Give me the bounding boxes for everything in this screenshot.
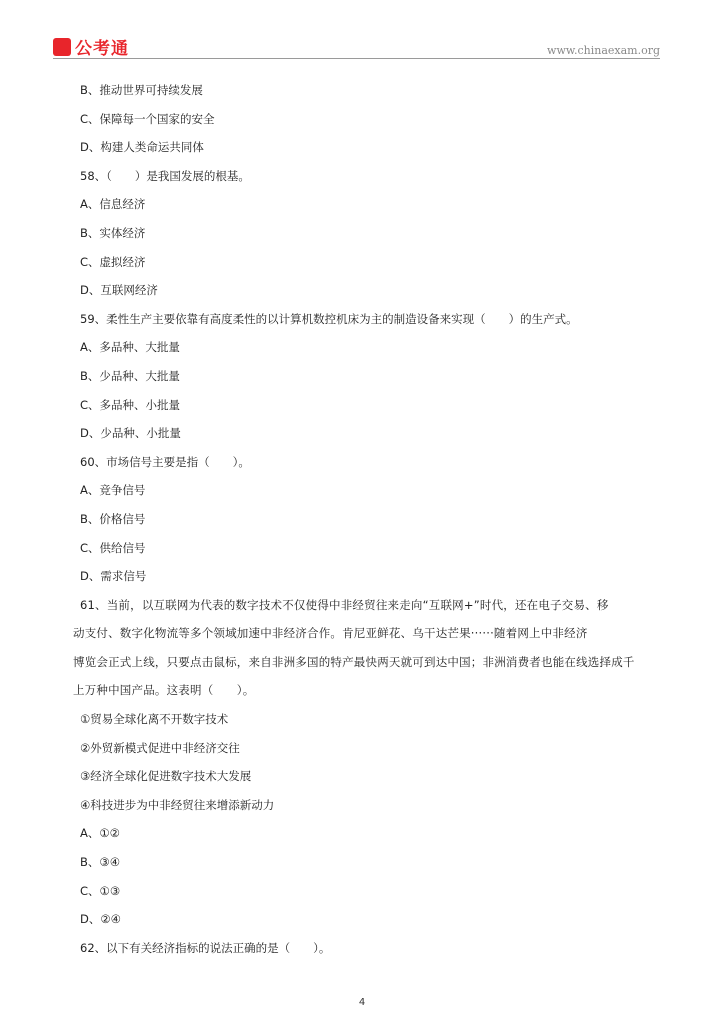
logo-text: 公考通 bbox=[75, 39, 129, 59]
option-line: A、信息经济 bbox=[80, 197, 146, 212]
question-61-line: 61、当前，以互联网为代表的数字技术不仅使得中非经贸往来走向“互联网+”时代，还在电子交易、移 bbox=[80, 597, 609, 612]
option-line: C、多品种、小批量 bbox=[80, 397, 181, 412]
statement-line: ①贸易全球化离不开数字技术 bbox=[80, 712, 229, 727]
option-line: D、少品种、小批量 bbox=[80, 426, 181, 441]
option-line: D、构建人类命运共同体 bbox=[80, 140, 204, 155]
page-header bbox=[0, 0, 724, 60]
question-61-line: 博览会正式上线，只要点击鼠标，来自非洲多国的特产最快两天就可到达中国；非洲消费者也能在线选择成千 bbox=[73, 654, 635, 669]
statement-line: ②外贸新模式促进中非经济交往 bbox=[80, 740, 240, 755]
header-rule bbox=[53, 58, 660, 59]
option-line: D、②④ bbox=[80, 912, 121, 927]
option-line: C、供给信号 bbox=[80, 540, 146, 555]
question-62: 62、以下有关经济指标的说法正确的是（ ）。 bbox=[80, 940, 331, 955]
option-line: B、推动世界可持续发展 bbox=[80, 83, 203, 97]
question-61-line: 上万种中国产品。这表明（ ）。 bbox=[73, 683, 255, 698]
question-61 bbox=[73, 591, 673, 705]
option-line: C、虚拟经济 bbox=[80, 254, 146, 269]
statement-line: ④科技进步为中非经贸往来增添新动力 bbox=[80, 797, 275, 812]
option-line: C、①③ bbox=[80, 883, 121, 898]
option-line: D、互联网经济 bbox=[80, 283, 158, 298]
option-line: C、保障每一个国家的安全 bbox=[80, 111, 215, 126]
question-59: 59、柔性生产主要依靠有高度柔性的以计算机数控机床为主的制造设备来实现（ ）的生产式。 bbox=[80, 311, 578, 326]
question-61-line: 动支付、数字化物流等多个领域加速中非经济合作。肯尼亚鲜花、乌干达芒果······随着网上中非经济 bbox=[73, 626, 588, 641]
document-body bbox=[73, 76, 672, 962]
option-line: A、多品种、大批量 bbox=[80, 340, 180, 355]
option-line: B、价格信号 bbox=[80, 511, 146, 526]
logo-mark-icon bbox=[53, 38, 71, 56]
option-line: A、竞争信号 bbox=[80, 483, 146, 498]
option-line: A、①② bbox=[80, 826, 120, 841]
logo bbox=[53, 34, 129, 59]
option-line: B、③④ bbox=[80, 855, 121, 870]
question-60: 60、市场信号主要是指（ ）。 bbox=[80, 454, 250, 469]
option-line: B、实体经济 bbox=[80, 225, 146, 240]
question-58: 58、（ ）是我国发展的根基。 bbox=[80, 168, 250, 183]
statement-line: ③经济全球化促进数字技术大发展 bbox=[80, 769, 252, 784]
option-line: B、少品种、大批量 bbox=[80, 368, 180, 383]
page-number: 4 bbox=[358, 997, 366, 1008]
site-url: www.chinaexam.org bbox=[547, 44, 660, 57]
option-line: D、需求信号 bbox=[80, 569, 147, 584]
